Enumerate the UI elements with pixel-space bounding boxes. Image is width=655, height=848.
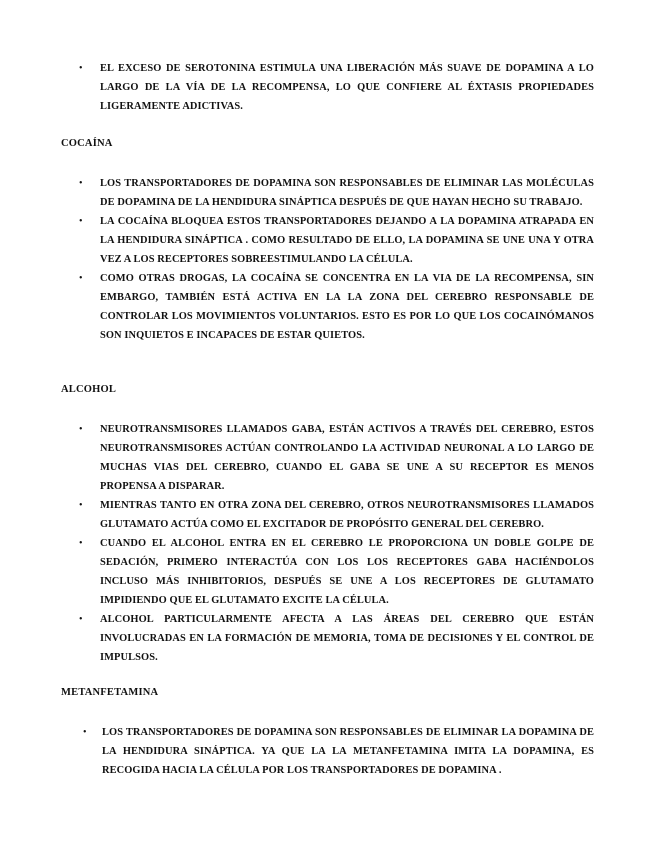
- list-item-text: COMO OTRAS DROGAS, LA COCAÍNA SE CONCENTRA EN LA VIA DE LA RECOMPENSA, SIN EMBARGO, TAMBIÉN ESTÁ ACTIVA EN LA LA ZONA DEL CEREBRO RESPONSABLE DE CONTROLAR LOS MOVIMIENTOS VOLUNTARIOS. ESTO ES POR LO QUE LOS COCAINÓMANOS SON INQUIETOS E INCAPACES DE ESTAR QUIETOS.: [100, 273, 594, 341]
- metanfetamina-list: [0, 723, 655, 780]
- list-item-text: NEUROTRANSMISORES LLAMADOS GABA, ESTÁN ACTIVOS A TRAVÉS DEL CEREBRO, ESTOS NEUROTRANSMISORES ACTÚAN CONTROLANDO LA ACTIVIDAD NEURONAL A LO LARGO DE MUCHAS VIAS DEL CEREBRO, CUANDO EL GABA SE UNE A SU RECEPTOR ES MENOS PROPENSA A DISPARAR.: [100, 424, 594, 492]
- list-item: [0, 269, 655, 345]
- bullet-icon: •: [79, 500, 83, 511]
- list-item: [0, 212, 655, 269]
- bullet-icon: •: [83, 727, 87, 738]
- cocaina-list: [0, 174, 655, 345]
- list-item-text: ALCOHOL PARTICULARMENTE AFECTA A LAS ÁREAS DEL CEREBRO QUE ESTÁN INVOLUCRADAS EN LA FORMACIÓN DE MEMORIA, TOMA DE DECISIONES Y EL CONTROL DE IMPULSOS.: [100, 614, 594, 663]
- intro-list: [0, 59, 655, 116]
- bullet-icon: •: [79, 63, 83, 74]
- list-item: [0, 59, 655, 116]
- list-item: [0, 723, 655, 780]
- section-heading-metanfetamina: METANFETAMINA: [61, 687, 159, 698]
- list-item-text: LOS TRANSPORTADORES DE DOPAMINA SON RESPONSABLES DE ELIMINAR LA DOPAMINA DE LA HENDIDURA SINÁPTICA. YA QUE LA LA METANFETAMINA IMITA LA DOPAMINA, ES RECOGIDA HACIA LA CÉLULA POR LOS TRANSPORTADORES DE DOPAMINA .: [102, 727, 594, 776]
- bullet-icon: •: [79, 538, 83, 549]
- bullet-icon: •: [79, 273, 83, 284]
- bullet-icon: •: [79, 614, 83, 625]
- bullet-icon: •: [79, 178, 83, 189]
- bullet-icon: •: [79, 216, 83, 227]
- list-item: [0, 610, 655, 667]
- list-item-text: LOS TRANSPORTADORES DE DOPAMINA SON RESPONSABLES DE ELIMINAR LAS MOLÉCULAS DE DOPAMINA DE LA HENDIDURA SINÁPTICA DESPUÉS DE QUE HAYAN HECHO SU TRABAJO.: [100, 178, 594, 208]
- list-item: [0, 534, 655, 610]
- section-heading-cocaina: COCAÍNA: [61, 138, 113, 149]
- list-item: [0, 174, 655, 212]
- list-item-text: EL EXCESO DE SEROTONINA ESTIMULA UNA LIBERACIÓN MÁS SUAVE DE DOPAMINA A LO LARGO DE LA VÍA DE LA RECOMPENSA, LO QUE CONFIERE AL ÉXTASIS PROPIEDADES LIGERAMENTE ADICTIVAS.: [100, 63, 594, 112]
- list-item-text: MIENTRAS TANTO EN OTRA ZONA DEL CEREBRO, OTROS NEUROTRANSMISORES LLAMADOS GLUTAMATO ACTÚA COMO EL EXCITADOR DE PROPÓSITO GENERAL DEL CEREBRO.: [100, 500, 594, 530]
- list-item: [0, 420, 655, 496]
- bullet-icon: •: [79, 424, 83, 435]
- section-heading-alcohol: ALCOHOL: [61, 384, 117, 395]
- list-item-text: LA COCAÍNA BLOQUEA ESTOS TRANSPORTADORES DEJANDO A LA DOPAMINA ATRAPADA EN LA HENDIDURA SINÁPTICA . COMO RESULTADO DE ELLO, LA DOPAMINA SE UNE UNA Y OTRA VEZ A LOS RECEPTORES SOBREESTIMULANDO LA CÉLULA.: [100, 216, 594, 265]
- list-item: [0, 496, 655, 534]
- list-item-text: CUANDO EL ALCOHOL ENTRA EN EL CEREBRO LE PROPORCIONA UN DOBLE GOLPE DE SEDACIÓN, PRIMERO INTERACTÚA CON LOS LOS RECEPTORES GABA HACIÉNDOLOS INCLUSO MÁS INHIBITORIOS, DESPUÉS SE UNE A LOS RECEPTORES DE GLUTAMATO IMPIDIENDO QUE EL GLUTAMATO EXCITE LA CÉLULA.: [100, 538, 594, 606]
- alcohol-list: [0, 420, 655, 667]
